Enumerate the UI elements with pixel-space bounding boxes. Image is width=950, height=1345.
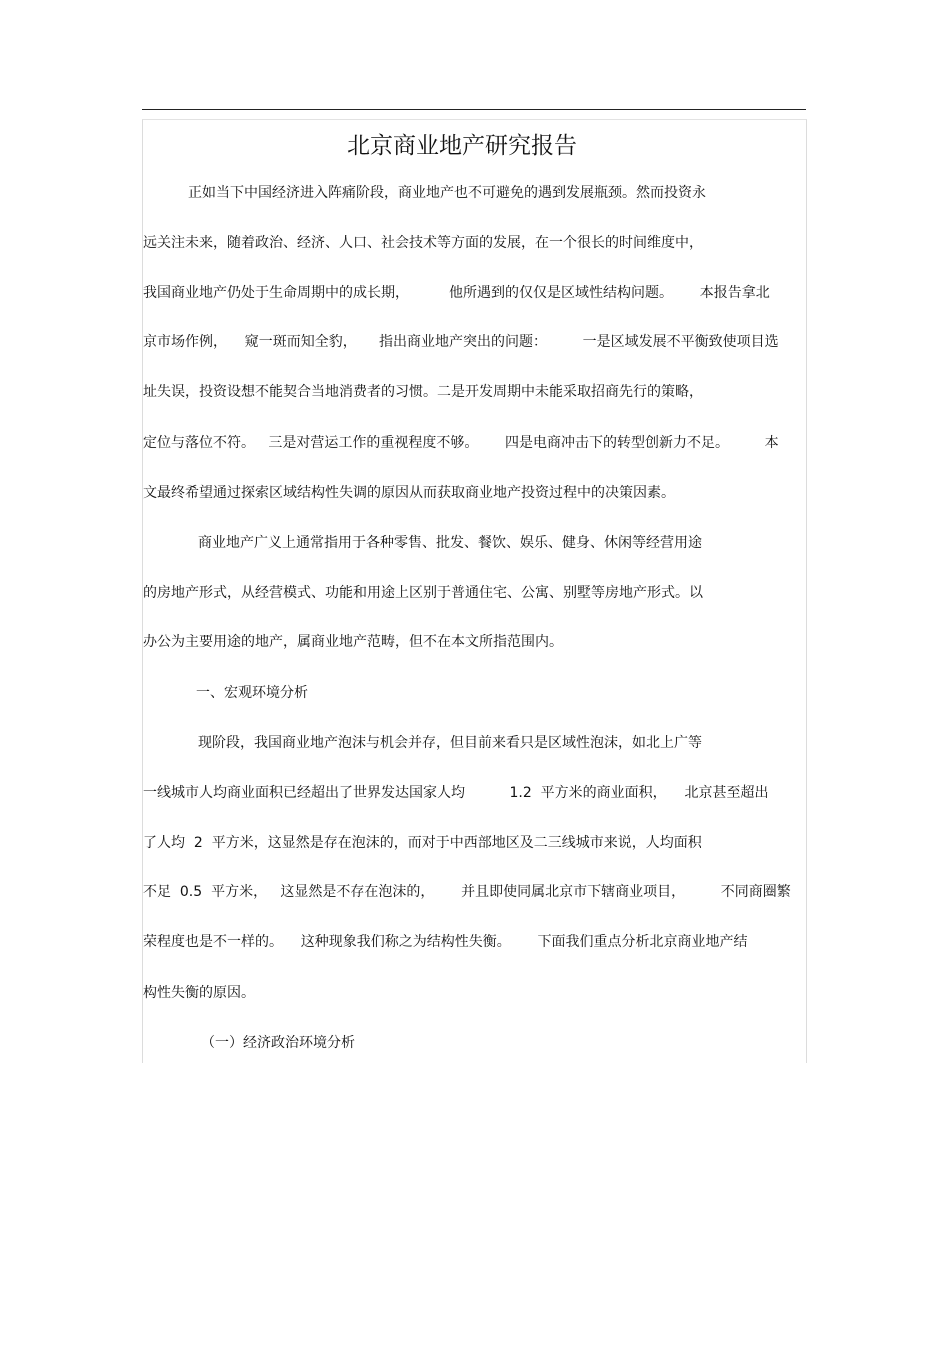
paragraph-1-line-5: 址失误，投资设想不能契合当地消费者的习惯。二是开发周期中未能采取招商先行的策略， xyxy=(143,384,703,400)
paragraph-1-line-4: 京市场作例， 窥一斑而知全豹， 指出商业地产突出的问题： 一是区域发展不平衡致使项目选 xyxy=(143,334,779,350)
paragraph-2-line-1: 商业地产广义上通常指用于各种零售、批发、餐饮、娱乐、健身、休闲等经营用途 xyxy=(198,535,702,551)
section-heading-macro: 一、宏观环境分析 xyxy=(196,685,308,701)
paragraph-3-line-1: 现阶段，我国商业地产泡沫与机会并存，但目前来看只是区域性泡沫，如北上广等 xyxy=(198,735,702,751)
paragraph-3-line-5: 荣程度也是不一样的。 这种现象我们称之为结构性失衡。 下面我们重点分析北京商业地产结 xyxy=(143,934,748,950)
paragraph-1-line-1: 正如当下中国经济进入阵痛阶段，商业地产也不可避免的遇到发展瓶颈。然而投资永 xyxy=(188,185,706,201)
paragraph-1-line-2: 远关注未来，随着政治、经济、人口、社会技术等方面的发展，在一个很长的时间维度中， xyxy=(143,235,703,251)
paragraph-3-line-3: 了人均 2 平方米，这显然是存在泡沫的，而对于中西部地区及二三线城市来说，人均面积 xyxy=(143,835,702,851)
header-rule xyxy=(142,109,806,110)
paragraph-3-line-2: 一线城市人均商业面积已经超出了世界发达国家人均 1.2 平方米的商业面积， 北京甚至超出 xyxy=(143,785,769,801)
paragraph-3-line-4: 不足 0.5 平方米， 这显然是不存在泡沫的， 并且即使同属北京市下辖商业项目， 不同商圈繁 xyxy=(143,884,791,900)
paragraph-1-line-6: 定位与落位不符。 三是对营运工作的重视程度不够。 四是电商冲击下的转型创新力不足。 本 xyxy=(143,435,779,451)
document-title: 北京商业地产研究报告 xyxy=(347,133,577,159)
paragraph-3-line-6: 构性失衡的原因。 xyxy=(143,985,255,1001)
paragraph-2-line-3: 办公为主要用途的地产，属商业地产范畴，但不在本文所指范围内。 xyxy=(143,634,563,650)
paragraph-1-line-7: 文最终希望通过探索区域结构性失调的原因从而获取商业地产投资过程中的决策因素。 xyxy=(143,485,675,501)
paragraph-2-line-2: 的房地产形式，从经营模式、功能和用途上区别于普通住宅、公寓、别墅等房地产形式。以 xyxy=(143,585,703,601)
paragraph-1-line-3: 我国商业地产仍处于生命周期中的成长期， 他所遇到的仅仅是区域性结构问题。 本报告拿北 xyxy=(143,285,770,301)
subsection-heading-economy-politics: （一）经济政治环境分析 xyxy=(201,1035,355,1051)
